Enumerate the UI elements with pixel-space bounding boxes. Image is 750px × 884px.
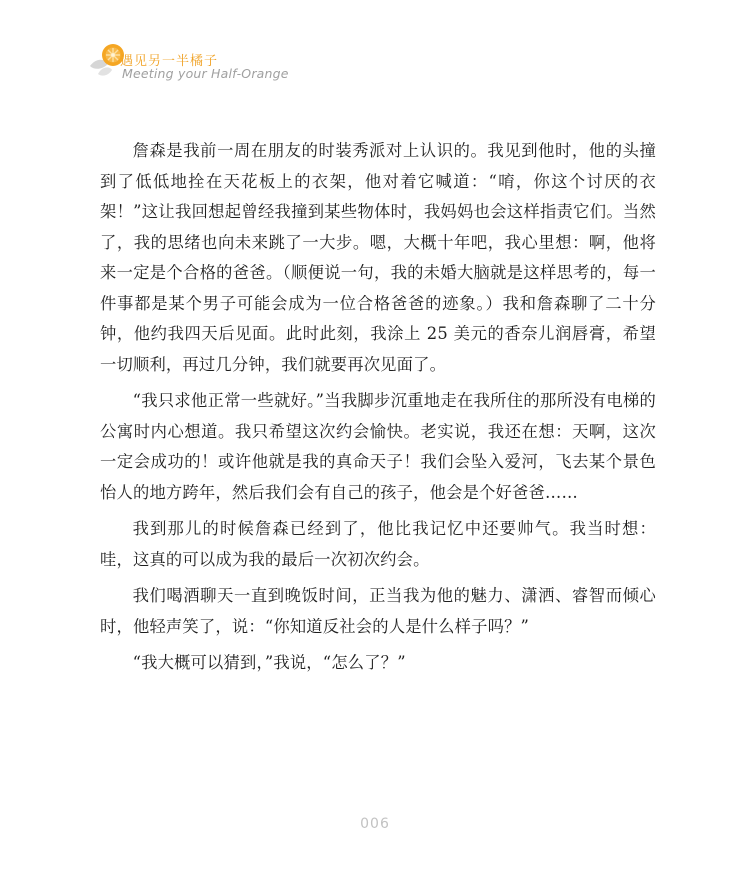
paragraph: “我大概可以猜到，”我说，“怎么了？” — [132, 653, 406, 672]
running-header — [88, 40, 348, 90]
paragraph: 詹森是我前一周在朋友的时装秀派对上认识的。我见到他时，他的头撞到了低低地拴在天花板上的衣架，他对着它喊道：“唷，你这个讨厌的衣架！”这让我回想起曾经我撞到某些物体时，我妈妈也会这样指责它们。当然了，我的思绪也向未来跳了一大步。嗯，大概十年吧，我心里想：啊，他将来一定是个合格的爸爸。（顺便说一句，我的未婚大脑就是这样思考的，每一件事都是某个男子可能会成为一位合格爸爸的迹象。）我和詹森聊了二十分钟，他约我四天后见面。此时此刻，我涂上 25 美元的香奈儿润唇膏，希望一切顺利，再过几分钟，我们就要再次见面了。 — [100, 141, 656, 374]
header-title-english: Meeting your Half-Orange — [122, 66, 289, 81]
page-number: 006 — [360, 816, 390, 832]
paragraph: “我只求他正常一些就好。”当我脚步沉重地走在我所住的那所没有电梯的公寓时内心想道。我只希望这次约会愉快。老实说，我还在想：天啊，这次一定会成功的！或许他就是我的真命天子！我们会坠入爱河，飞去某个景色怡人的地方跨年，然后我们会有自己的孩子，他会是个好爸爸…… — [100, 391, 656, 502]
paragraph: 我到那儿的时候詹森已经到了，他比我记忆中还要帅气。我当时想：哇，这真的可以成为我的最后一次初次约会。 — [100, 519, 656, 569]
paragraph: 我们喝酒聊天一直到晚饭时间，正当我为他的魅力、潇洒、睿智而倾心时，他轻声笑了，说：“你知道反社会的人是什么样子吗？” — [100, 586, 656, 636]
chapter-body — [100, 136, 656, 685]
header-title-chinese: 遇见另一半橘子 — [120, 54, 219, 69]
